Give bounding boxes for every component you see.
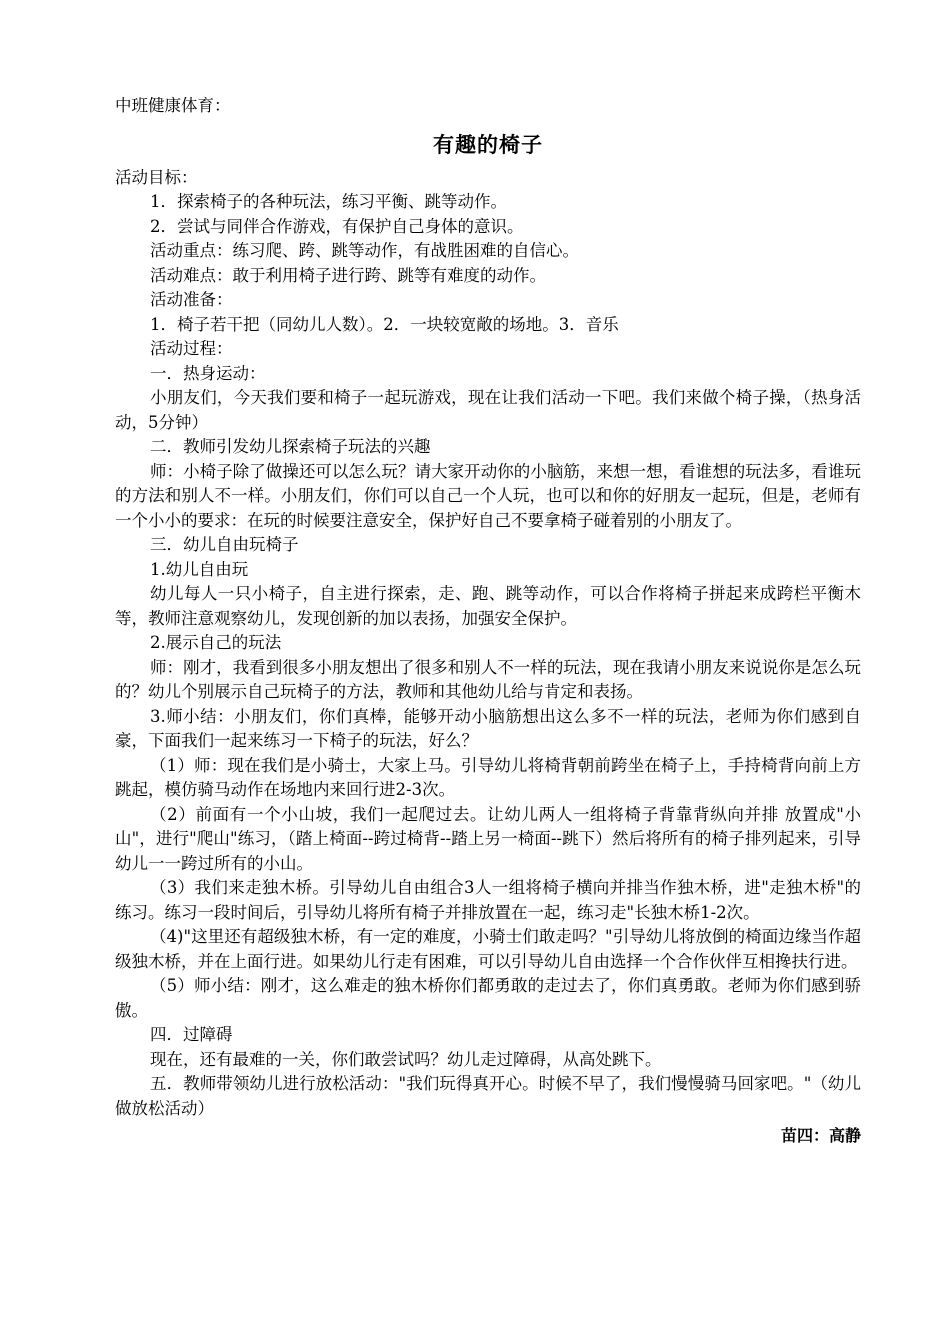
section-heading: 三．幼儿自由玩椅子 xyxy=(150,535,299,554)
paragraph: 3.师小结：小朋友们，你们真棒，能够开动小脑筋想出这么多不一样的玩法，老师为你们感到自豪，下面我们一起来练习一下椅子的玩法，好么？ xyxy=(115,706,861,750)
prep-heading: 活动准备： xyxy=(150,290,233,309)
section-heading: 一．热身运动： xyxy=(150,363,266,383)
subsection-heading: 2.展示自己的玩法 xyxy=(150,633,282,652)
document-page xyxy=(115,94,861,1165)
activity-item: （4)"这里还有超级独木桥，有一定的难度，小骑士们敢走吗？"引导幼儿将放倒的椅面边缘当作超级独木桥，并在上面行进。如果幼儿行走有困难，可以引导幼儿自由选择一个合作伙伴互相搀扶行进。 xyxy=(115,927,861,971)
category-label: 中班健康体育： xyxy=(115,96,231,115)
goal-item: 1．探索椅子的各种玩法，练习平衡、跳等动作。 xyxy=(150,192,507,211)
paragraph: 师：刚才，我看到很多小朋友想出了很多和别人不一样的玩法，现在我请小朋友来说说你是怎么玩的？幼儿个别展示自己玩椅子的方法，教师和其他幼儿给与肯定和表扬。 xyxy=(115,657,861,701)
section-heading: 二．教师引发幼儿探索椅子玩法的兴趣 xyxy=(150,437,431,456)
prep-items: 1．椅子若干把（同幼儿人数）。2．一块较宽敞的场地。3．音乐 xyxy=(150,314,619,334)
activity-item: （2）前面有一个小山坡，我们一起爬过去。让幼儿两人一组将椅子背靠背纵向并排 放置成"小山"，进行"爬山"练习，（踏上椅面--跨过椅背--踏上另一椅面--跳下）然后将所有的椅子排列起来，引导幼儿一一跨过所有的小山。 xyxy=(115,804,861,873)
activity-item: （1）师：现在我们是小骑士，大家上马。引导幼儿将椅背朝前跨坐在椅子上，手持椅背向前上方跳起，模仿骑马动作在场地内来回行进2-3次。 xyxy=(115,755,861,799)
paragraph: 五．教师带领幼儿进行放松活动："我们玩得真开心。时候不早了，我们慢慢骑马回家吧。"（幼儿做放松活动） xyxy=(115,1074,861,1118)
paragraph: 幼儿每人一只小椅子，自主进行探索，走、跑、跳等动作，可以合作将椅子拼起来成跨栏平衡木等，教师注意观察幼儿，发现创新的加以表扬，加强安全保护。 xyxy=(115,584,861,628)
paragraph: 小朋友们，今天我们要和椅子一起玩游戏，现在让我们活动一下吧。我们来做个椅子操，（热身活动，5分钟） xyxy=(115,388,861,432)
section-heading: 四．过障碍 xyxy=(150,1025,233,1044)
difficulty-point: 活动难点：敢于利用椅子进行跨、跳等有难度的动作。 xyxy=(150,265,546,285)
goals-heading: 活动目标： xyxy=(115,167,198,187)
author-signature: 苗四：高静 xyxy=(780,1126,861,1145)
process-heading: 活动过程： xyxy=(150,339,233,358)
activity-item: （3）我们来走独木桥。引导幼儿自由组合3人一组将椅子横向并排当作独木桥，进"走独木桥"的练习。练习一段时间后，引导幼儿将所有椅子并排放置在一起，练习走"长独木桥1-2次。 xyxy=(115,878,861,922)
document-title: 有趣的椅子 xyxy=(433,132,543,157)
key-point: 活动重点：练习爬、跨、跳等动作，有战胜困难的自信心。 xyxy=(150,241,579,260)
subsection-heading: 1.幼儿自由玩 xyxy=(150,559,249,579)
goal-item: 2．尝试与同伴合作游戏，有保护自己身体的意识。 xyxy=(150,216,524,236)
paragraph: 师：小椅子除了做操还可以怎么玩？请大家开动你的小脑筋，来想一想，看谁想的玩法多，看谁玩的方法和别人不一样。小朋友们，你们可以自己一个人玩，也可以和你的好朋友一起玩，但是，老师有一个小小的要求：在玩的时候要注意安全，保护好自己不要拿椅子碰着别的小朋友了。 xyxy=(115,461,861,530)
paragraph: 现在，还有最难的一关，你们敢尝试吗？幼儿走过障碍，从高处跳下。 xyxy=(150,1049,662,1069)
activity-item: （5）师小结：刚才，这么难走的独木桥你们都勇敢的走过去了，你们真勇敢。老师为你们感到骄傲。 xyxy=(115,976,861,1020)
